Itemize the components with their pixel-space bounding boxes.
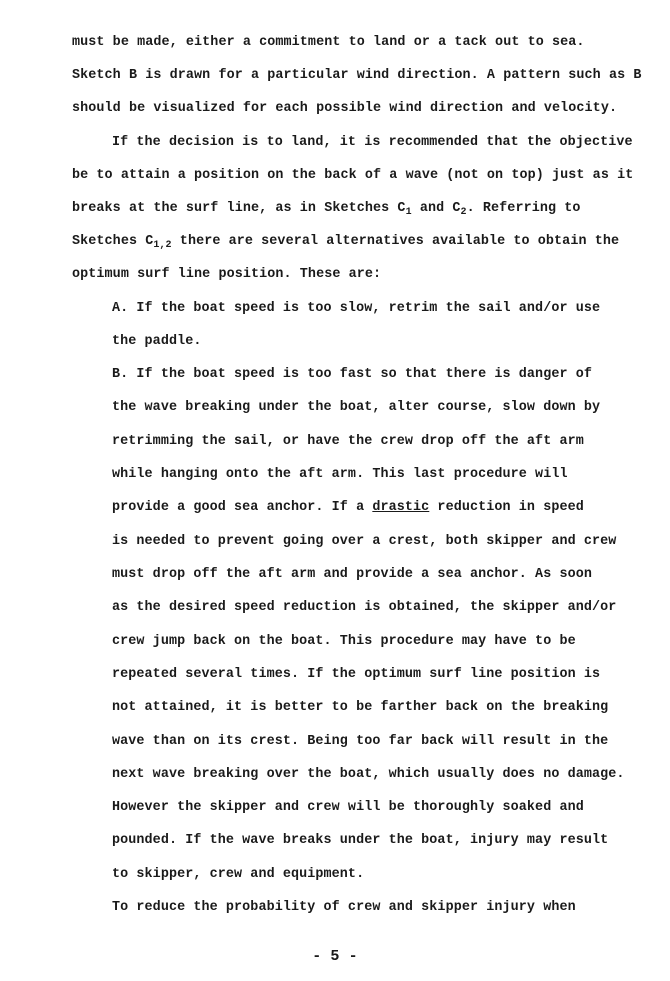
line-text: provide a good sea anchor. If a [112, 500, 373, 515]
line-text: repeated several times. If the optimum surf line position is [112, 667, 601, 682]
line-text: must be made, either a commitment to land or a tack out to sea. [72, 35, 585, 50]
text-line-15 [112, 499, 584, 517]
line-text: as the desired speed reduction is obtained, the skipper and/or [112, 600, 617, 615]
line-text: A. If the boat speed is too slow, retrim the sail and/or use [112, 301, 601, 316]
text-line-8 [72, 266, 381, 284]
text-line-20 [112, 666, 600, 684]
subscript: 2 [460, 207, 467, 218]
text-line-5 [72, 167, 633, 185]
line-text: optimum surf line position. These are: [72, 267, 382, 282]
text-line-10 [112, 333, 202, 351]
page-number: - 5 - [312, 948, 358, 965]
text-line-17 [112, 566, 592, 584]
line-text: next wave breaking over the boat, which usually does no damage. [112, 767, 625, 782]
line-text: breaks at the surf line, as in Sketches C [72, 201, 406, 216]
text-line-9 [112, 300, 600, 318]
line-text: Sketches C [72, 234, 154, 249]
text-line-19 [112, 633, 576, 651]
text-line-22 [112, 733, 608, 751]
text-line-13 [112, 433, 584, 451]
line-text: while hanging onto the aft arm. This last procedure will [112, 467, 568, 482]
text-line-3 [72, 100, 617, 118]
line-text: and C [411, 201, 461, 216]
line-text: must drop off the aft arm and provide a sea anchor. As soon [112, 567, 593, 582]
text-line-1 [72, 34, 585, 52]
text-line-21 [112, 699, 608, 717]
line-text: retrimming the sail, or have the crew drop off the aft arm [112, 434, 584, 449]
line-text: wave than on its crest. Being too far back will result in the [112, 734, 609, 749]
text-line-24 [112, 799, 584, 817]
line-text: However the skipper and crew will be thoroughly soaked and [112, 800, 584, 815]
line-text: there are several alternatives available to obtain the [171, 234, 620, 249]
text-line-11 [112, 366, 592, 384]
line-text: is needed to prevent going over a crest, both skipper and crew [112, 534, 617, 549]
text-line-26 [112, 866, 364, 884]
line-text: to skipper, crew and equipment. [112, 867, 365, 882]
text-line-6 [72, 200, 581, 218]
text-line-12 [112, 399, 600, 417]
line-text: pounded. If the wave breaks under the boat, injury may result [112, 833, 609, 848]
line-text: B. If the boat speed is too fast so that there is danger of [112, 367, 593, 382]
text-line-14 [112, 466, 568, 484]
text-line-4 [112, 134, 633, 152]
line-text: the paddle. [112, 334, 202, 349]
text-line-18 [112, 599, 616, 617]
text-line-27 [112, 899, 576, 917]
line-text: reduction in speed [429, 500, 584, 515]
line-text: To reduce the probability of crew and skipper injury when [112, 900, 576, 915]
line-text: the wave breaking under the boat, alter course, slow down by [112, 400, 601, 415]
line-text: should be visualized for each possible wind direction and velocity. [72, 101, 618, 116]
subscript: 1,2 [153, 240, 172, 251]
line-text: Sketch B is drawn for a particular wind direction. A pattern such as B [72, 68, 642, 83]
line-text: crew jump back on the boat. This procedure may have to be [112, 634, 576, 649]
text-line-16 [112, 533, 616, 551]
line-text: be to attain a position on the back of a wave (not on top) just as it [72, 168, 634, 183]
text-line-25 [112, 832, 608, 850]
text-line-2 [72, 67, 642, 85]
text-line-23 [112, 766, 625, 784]
text-line-7 [72, 233, 619, 251]
line-text: not attained, it is better to be farther back on the breaking [112, 700, 609, 715]
underlined-word: drastic [372, 500, 430, 515]
line-text: If the decision is to land, it is recommended that the objective [112, 135, 633, 150]
line-text: . Referring to [466, 201, 581, 216]
subscript: 1 [405, 207, 412, 218]
